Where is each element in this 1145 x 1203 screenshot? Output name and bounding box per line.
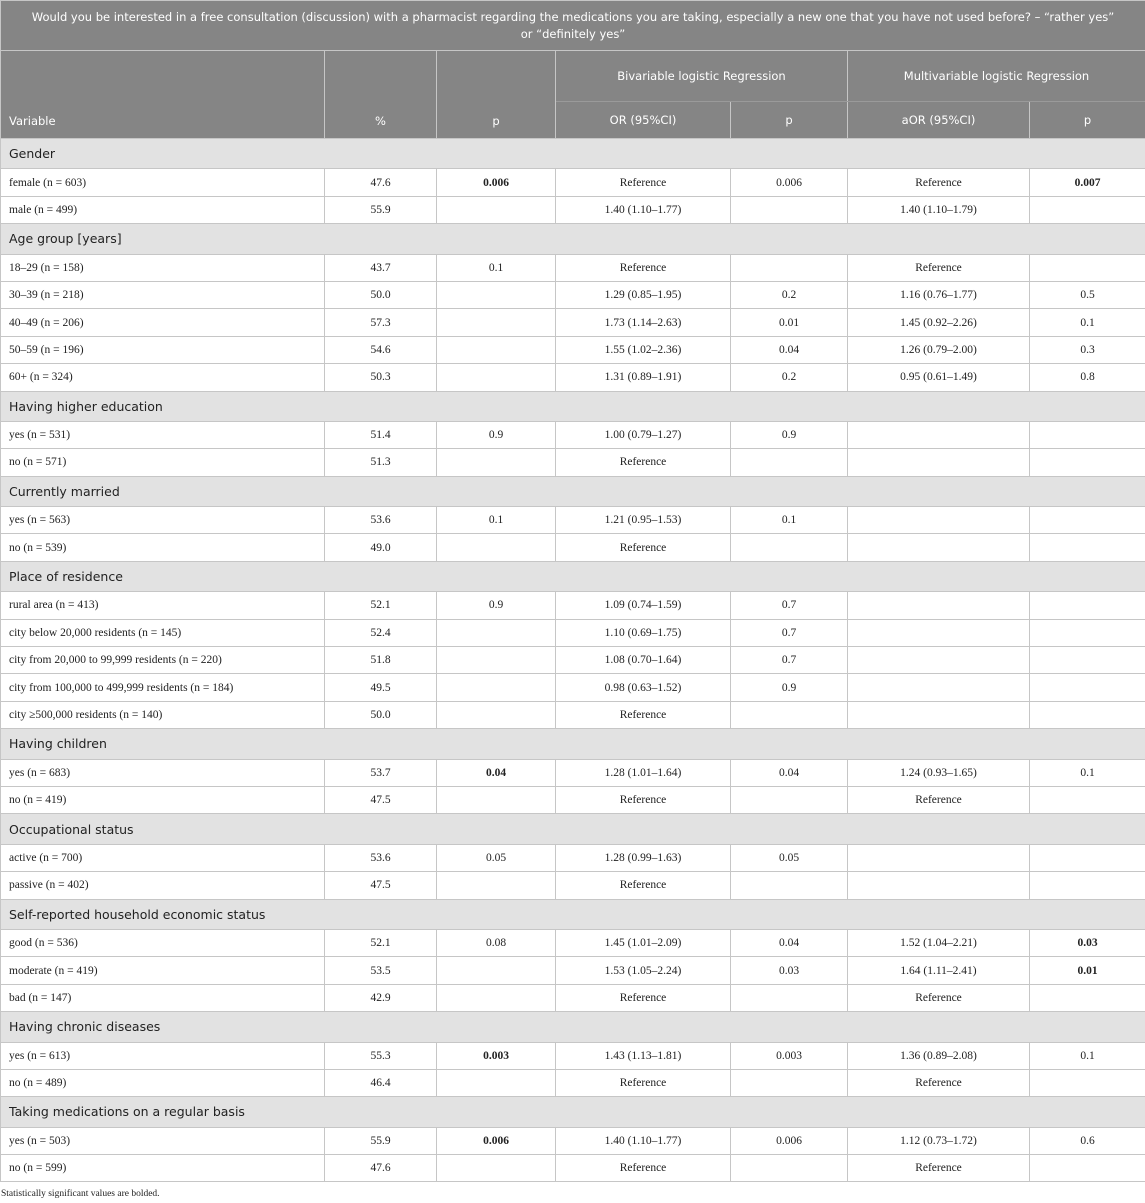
cell-p-bivariable: 0.9 — [731, 421, 848, 448]
cell-variable: rural area (n = 413) — [1, 592, 325, 619]
cell-p-bivariable — [731, 449, 848, 476]
cell-or: 1.53 (1.05–2.24) — [556, 957, 731, 984]
table-row — [1, 507, 1145, 534]
cell-aor — [848, 507, 1030, 534]
cell-percent: 50.0 — [325, 701, 437, 728]
table-row — [1, 647, 1145, 674]
cell-p — [437, 336, 556, 363]
section-header-row — [1, 1012, 1145, 1042]
cell-aor — [848, 674, 1030, 701]
cell-p — [437, 984, 556, 1011]
cell-p-bivariable — [731, 534, 848, 561]
cell-percent: 46.4 — [325, 1069, 437, 1096]
section-header-row — [1, 1097, 1145, 1127]
section-label: Gender — [1, 139, 1145, 169]
cell-percent: 43.7 — [325, 254, 437, 281]
table-row — [1, 254, 1145, 281]
section-header-row — [1, 224, 1145, 254]
section-header-row — [1, 561, 1145, 591]
section-label: Having higher education — [1, 391, 1145, 421]
cell-variable: no (n = 571) — [1, 449, 325, 476]
footnote: Statistically significant values are bolded. — [1, 1189, 160, 1199]
cell-percent: 52.1 — [325, 592, 437, 619]
cell-p-multivariable — [1030, 786, 1145, 813]
cell-p-bivariable — [731, 872, 848, 899]
cell-p: 0.003 — [437, 1042, 556, 1069]
cell-variable: 60+ (n = 324) — [1, 364, 325, 391]
cell-p — [437, 674, 556, 701]
cell-p — [437, 957, 556, 984]
cell-variable: yes (n = 613) — [1, 1042, 325, 1069]
cell-or: Reference — [556, 1155, 731, 1182]
cell-p: 0.9 — [437, 592, 556, 619]
cell-p-multivariable — [1030, 984, 1145, 1011]
cell-percent: 54.6 — [325, 336, 437, 363]
cell-or: 1.31 (0.89–1.91) — [556, 364, 731, 391]
cell-or: Reference — [556, 984, 731, 1011]
cell-p — [437, 1155, 556, 1182]
cell-p-bivariable — [731, 1069, 848, 1096]
cell-p-bivariable — [731, 1155, 848, 1182]
cell-aor — [848, 421, 1030, 448]
cell-aor — [848, 619, 1030, 646]
cell-variable: city from 100,000 to 499,999 residents (n = 184) — [1, 674, 325, 701]
table-row — [1, 929, 1145, 956]
cell-p: 0.9 — [437, 421, 556, 448]
cell-percent: 53.5 — [325, 957, 437, 984]
table-row — [1, 169, 1145, 196]
cell-p-multivariable: 0.5 — [1030, 281, 1145, 308]
cell-p-bivariable: 0.04 — [731, 759, 848, 786]
cell-p-multivariable: 0.1 — [1030, 759, 1145, 786]
cell-or: 1.28 (1.01–1.64) — [556, 759, 731, 786]
section-header-row — [1, 139, 1145, 169]
cell-or: Reference — [556, 254, 731, 281]
cell-variable: no (n = 599) — [1, 1155, 325, 1182]
cell-variable: yes (n = 531) — [1, 421, 325, 448]
cell-variable: 40–49 (n = 206) — [1, 309, 325, 336]
cell-p-bivariable: 0.04 — [731, 929, 848, 956]
cell-percent: 53.6 — [325, 507, 437, 534]
cell-p-bivariable: 0.1 — [731, 507, 848, 534]
cell-aor — [848, 449, 1030, 476]
table-row — [1, 786, 1145, 813]
cell-aor: Reference — [848, 984, 1030, 1011]
table-row — [1, 449, 1145, 476]
cell-or: 1.45 (1.01–2.09) — [556, 929, 731, 956]
table-row — [1, 309, 1145, 336]
cell-percent: 52.4 — [325, 619, 437, 646]
cell-p: 0.006 — [437, 1127, 556, 1154]
cell-p — [437, 872, 556, 899]
cell-aor: 1.64 (1.11–2.41) — [848, 957, 1030, 984]
cell-p — [437, 196, 556, 223]
cell-p: 0.08 — [437, 929, 556, 956]
cell-or: 1.40 (1.10–1.77) — [556, 1127, 731, 1154]
section-header-row — [1, 814, 1145, 844]
cell-aor: Reference — [848, 1069, 1030, 1096]
table-row — [1, 421, 1145, 448]
table-row — [1, 674, 1145, 701]
cell-or: Reference — [556, 872, 731, 899]
cell-variable: yes (n = 563) — [1, 507, 325, 534]
section-header-row — [1, 476, 1145, 506]
cell-p-bivariable: 0.05 — [731, 844, 848, 871]
cell-p-bivariable — [731, 254, 848, 281]
table-row — [1, 984, 1145, 1011]
cell-aor: 1.16 (0.76–1.77) — [848, 281, 1030, 308]
cell-aor — [848, 647, 1030, 674]
table-row — [1, 1069, 1145, 1096]
cell-p-multivariable — [1030, 507, 1145, 534]
cell-variable: 50–59 (n = 196) — [1, 336, 325, 363]
cell-or: 1.09 (0.74–1.59) — [556, 592, 731, 619]
cell-percent: 52.1 — [325, 929, 437, 956]
cell-p-bivariable: 0.006 — [731, 169, 848, 196]
cell-p-bivariable — [731, 984, 848, 1011]
cell-variable: yes (n = 683) — [1, 759, 325, 786]
cell-or: 1.10 (0.69–1.75) — [556, 619, 731, 646]
cell-percent: 42.9 — [325, 984, 437, 1011]
cell-p-bivariable: 0.9 — [731, 674, 848, 701]
cell-variable: bad (n = 147) — [1, 984, 325, 1011]
header-aor: aOR (95%CI) — [848, 102, 1030, 139]
cell-p-bivariable: 0.7 — [731, 647, 848, 674]
cell-or: Reference — [556, 449, 731, 476]
cell-p — [437, 364, 556, 391]
cell-percent: 51.4 — [325, 421, 437, 448]
table-row — [1, 872, 1145, 899]
table-row — [1, 592, 1145, 619]
cell-p-multivariable — [1030, 421, 1145, 448]
table-row — [1, 619, 1145, 646]
cell-p-multivariable — [1030, 619, 1145, 646]
cell-p: 0.04 — [437, 759, 556, 786]
cell-or: 1.40 (1.10–1.77) — [556, 196, 731, 223]
cell-p-multivariable — [1030, 196, 1145, 223]
cell-percent: 47.6 — [325, 1155, 437, 1182]
cell-percent: 51.3 — [325, 449, 437, 476]
cell-or: 1.08 (0.70–1.64) — [556, 647, 731, 674]
cell-p-multivariable: 0.8 — [1030, 364, 1145, 391]
cell-p-multivariable: 0.03 — [1030, 929, 1145, 956]
table-row — [1, 844, 1145, 871]
section-label: Occupational status — [1, 814, 1145, 844]
cell-percent: 57.3 — [325, 309, 437, 336]
cell-p: 0.1 — [437, 507, 556, 534]
table-row — [1, 701, 1145, 728]
section-label: Having children — [1, 729, 1145, 759]
cell-p: 0.1 — [437, 254, 556, 281]
cell-p-multivariable — [1030, 1069, 1145, 1096]
table-row — [1, 1042, 1145, 1069]
cell-p-bivariable: 0.01 — [731, 309, 848, 336]
cell-or: 1.43 (1.13–1.81) — [556, 1042, 731, 1069]
cell-or: Reference — [556, 534, 731, 561]
section-label: Currently married — [1, 476, 1145, 506]
header-p: p — [437, 51, 556, 139]
cell-percent: 49.5 — [325, 674, 437, 701]
cell-percent: 55.3 — [325, 1042, 437, 1069]
cell-percent: 51.8 — [325, 647, 437, 674]
cell-p-bivariable: 0.7 — [731, 619, 848, 646]
section-label: Place of residence — [1, 561, 1145, 591]
cell-p-bivariable: 0.2 — [731, 281, 848, 308]
cell-variable: no (n = 419) — [1, 786, 325, 813]
cell-p-multivariable — [1030, 592, 1145, 619]
cell-or: 1.21 (0.95–1.53) — [556, 507, 731, 534]
cell-aor — [848, 701, 1030, 728]
header-bivariable: Bivariable logistic Regression — [556, 51, 848, 102]
cell-variable: female (n = 603) — [1, 169, 325, 196]
cell-percent: 55.9 — [325, 1127, 437, 1154]
cell-or: 1.29 (0.85–1.95) — [556, 281, 731, 308]
section-label: Having chronic diseases — [1, 1012, 1145, 1042]
cell-p-bivariable — [731, 196, 848, 223]
cell-percent: 53.7 — [325, 759, 437, 786]
cell-percent: 49.0 — [325, 534, 437, 561]
cell-p-bivariable: 0.04 — [731, 336, 848, 363]
cell-variable: moderate (n = 419) — [1, 957, 325, 984]
cell-percent: 55.9 — [325, 196, 437, 223]
table-row — [1, 336, 1145, 363]
cell-aor — [848, 592, 1030, 619]
header-p-bivariable: p — [731, 102, 848, 139]
header-percent: % — [325, 51, 437, 139]
table-title: Would you be interested in a free consultation (discussion) with a pharmacist regarding the medications you are taking, especially a new one that you have not used before? – “rather yes” or “definitely yes” — [1, 1, 1145, 51]
cell-variable: passive (n = 402) — [1, 872, 325, 899]
cell-p-multivariable — [1030, 534, 1145, 561]
cell-or: Reference — [556, 701, 731, 728]
cell-aor: 1.52 (1.04–2.21) — [848, 929, 1030, 956]
cell-aor: Reference — [848, 786, 1030, 813]
cell-p-multivariable — [1030, 1155, 1145, 1182]
cell-percent: 47.5 — [325, 786, 437, 813]
cell-aor: 0.95 (0.61–1.49) — [848, 364, 1030, 391]
cell-aor: Reference — [848, 254, 1030, 281]
cell-or: 1.28 (0.99–1.63) — [556, 844, 731, 871]
cell-or: Reference — [556, 786, 731, 813]
cell-p-multivariable — [1030, 674, 1145, 701]
cell-or: Reference — [556, 169, 731, 196]
cell-variable: good (n = 536) — [1, 929, 325, 956]
cell-or: 1.73 (1.14–2.63) — [556, 309, 731, 336]
cell-or: 0.98 (0.63–1.52) — [556, 674, 731, 701]
cell-or: 1.00 (0.79–1.27) — [556, 421, 731, 448]
table-row — [1, 364, 1145, 391]
cell-variable: yes (n = 503) — [1, 1127, 325, 1154]
cell-aor: 1.26 (0.79–2.00) — [848, 336, 1030, 363]
cell-p — [437, 786, 556, 813]
cell-aor — [848, 534, 1030, 561]
section-header-row — [1, 729, 1145, 759]
cell-p-multivariable: 0.6 — [1030, 1127, 1145, 1154]
cell-aor: 1.12 (0.73–1.72) — [848, 1127, 1030, 1154]
section-header-row — [1, 391, 1145, 421]
table-row — [1, 281, 1145, 308]
cell-p-bivariable: 0.2 — [731, 364, 848, 391]
table-body — [1, 139, 1145, 1182]
cell-p-multivariable — [1030, 254, 1145, 281]
cell-p-multivariable: 0.3 — [1030, 336, 1145, 363]
cell-variable: city below 20,000 residents (n = 145) — [1, 619, 325, 646]
section-label: Age group [years] — [1, 224, 1145, 254]
cell-p-multivariable — [1030, 701, 1145, 728]
cell-variable: active (n = 700) — [1, 844, 325, 871]
cell-aor: 1.40 (1.10–1.79) — [848, 196, 1030, 223]
cell-p-bivariable: 0.003 — [731, 1042, 848, 1069]
table-row — [1, 534, 1145, 561]
cell-p — [437, 281, 556, 308]
cell-variable: 18–29 (n = 158) — [1, 254, 325, 281]
cell-p-multivariable — [1030, 647, 1145, 674]
cell-p-bivariable: 0.006 — [731, 1127, 848, 1154]
cell-percent: 50.3 — [325, 364, 437, 391]
cell-p-bivariable — [731, 701, 848, 728]
cell-aor: Reference — [848, 169, 1030, 196]
cell-variable: 30–39 (n = 218) — [1, 281, 325, 308]
cell-percent: 50.0 — [325, 281, 437, 308]
header-variable: Variable — [1, 51, 325, 139]
table-row — [1, 1155, 1145, 1182]
cell-p-multivariable: 0.1 — [1030, 309, 1145, 336]
cell-p-bivariable: 0.7 — [731, 592, 848, 619]
cell-or: Reference — [556, 1069, 731, 1096]
cell-variable: city from 20,000 to 99,999 residents (n = 220) — [1, 647, 325, 674]
cell-p: 0.05 — [437, 844, 556, 871]
cell-aor — [848, 844, 1030, 871]
cell-or: 1.55 (1.02–2.36) — [556, 336, 731, 363]
cell-p — [437, 647, 556, 674]
cell-percent: 47.5 — [325, 872, 437, 899]
cell-percent: 53.6 — [325, 844, 437, 871]
cell-aor: 1.24 (0.93–1.65) — [848, 759, 1030, 786]
cell-p-multivariable — [1030, 844, 1145, 871]
cell-variable: city ≥500,000 residents (n = 140) — [1, 701, 325, 728]
table-row — [1, 759, 1145, 786]
cell-p-bivariable: 0.03 — [731, 957, 848, 984]
cell-aor: Reference — [848, 1155, 1030, 1182]
section-label: Taking medications on a regular basis — [1, 1097, 1145, 1127]
section-header-row — [1, 899, 1145, 929]
table-row — [1, 1127, 1145, 1154]
cell-aor — [848, 872, 1030, 899]
cell-percent: 47.6 — [325, 169, 437, 196]
cell-p-bivariable — [731, 786, 848, 813]
cell-p-multivariable: 0.1 — [1030, 1042, 1145, 1069]
cell-p — [437, 449, 556, 476]
cell-p — [437, 534, 556, 561]
header-or: OR (95%CI) — [556, 102, 731, 139]
cell-p-multivariable: 0.01 — [1030, 957, 1145, 984]
section-label: Self-reported household economic status — [1, 899, 1145, 929]
cell-p-multivariable: 0.007 — [1030, 169, 1145, 196]
cell-p-multivariable — [1030, 872, 1145, 899]
header-p-multivariable: p — [1030, 102, 1145, 139]
cell-aor: 1.36 (0.89–2.08) — [848, 1042, 1030, 1069]
cell-variable: male (n = 499) — [1, 196, 325, 223]
cell-variable: no (n = 539) — [1, 534, 325, 561]
cell-p: 0.006 — [437, 169, 556, 196]
cell-p — [437, 1069, 556, 1096]
table-row — [1, 957, 1145, 984]
cell-aor: 1.45 (0.92–2.26) — [848, 309, 1030, 336]
cell-variable: no (n = 489) — [1, 1069, 325, 1096]
cell-p — [437, 619, 556, 646]
header-multivariable: Multivariable logistic Regression — [848, 51, 1145, 102]
cell-p-multivariable — [1030, 449, 1145, 476]
cell-p — [437, 309, 556, 336]
cell-p — [437, 701, 556, 728]
table-row — [1, 196, 1145, 223]
